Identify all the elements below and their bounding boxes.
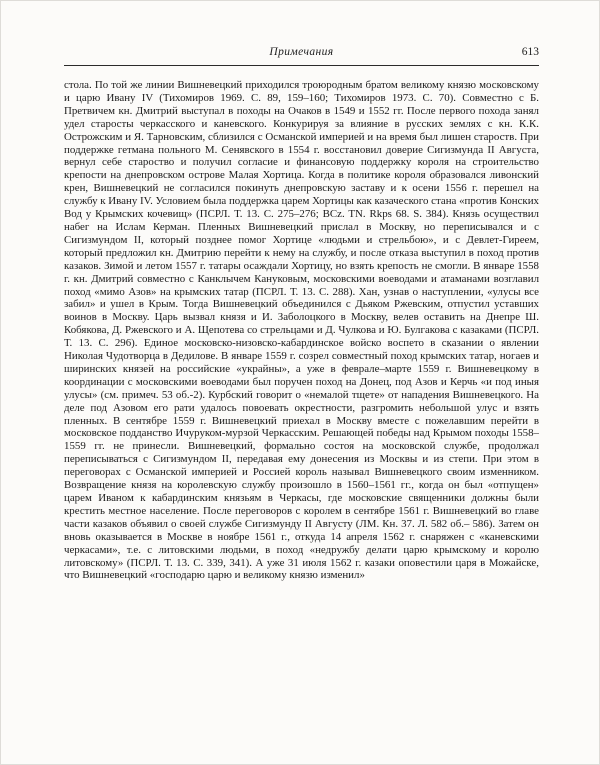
header-rule (64, 65, 539, 66)
page-header (64, 46, 539, 62)
page-number: 613 (521, 46, 539, 58)
running-title: Примечания (269, 46, 334, 58)
body-text: стола. По той же линии Вишневецкий приходился троюродным братом великому князю московскому и царю Ивану IV (Тихомиров 1969. С. 89, 159–160; Тихомиров 1973. С. 70). Совместно с Б. Претвичем кн. Дмитрий выступал в походы на Очаков в 1549 и 1552 гг. После первого похода занял удел старосты черкасского и каневского. Конкурируя за влияние в русских землях с кн. К.К. Острожским и Я. Тарновским, сблизился с Османской империей и на время был лишен староств. При поддержке гетмана польного М. Сенявского в 1554 г. восстановил доверие Сигизмунда II Августа, вернул себе староство и получил согласие и финансовую поддержку короля на строительство крепости на днепровском острове Малая Хортица. Когда в политике короля образовался ливонский крен, Вишневецкий не согласился покинуть днепровскую заставу и к осени 1556 г. перешел на службу к Ивану IV. Условием была поддержка царем Хортицы как казаческого стана «против Конских Вод у Крымских кочевищ» (ПСРЛ. Т. 13. С. 275–276; BCz. TN. Rkps 68. S. 384). Князь осуществил набег на Ислам Керман. Пленных Вишневецкий прислал в Москву, но переписывался и с Сигизмундом II, который позднее помог Хортице «людьми и стрельбою», и с Девлет-Гиреем, который предложил кн. Дмитрию перейти к нему на службу, и после отказа выступил в поход против казаков. Зимой и летом 1557 г. татары осаждали Хортицу, но взять крепость не смогли. В январе 1558 г. кн. Дмитрий совместно с Канклычем Кануковым, московскими воеводами и атаманами возглавил поход «мимо Азов» на крымских татар (ПСРЛ. Т. 13. С. 288). Хан, узнав о наступлении, «улусы все забил» и ушел в Крым. Тогда Вишневецкий объединился с Дьяком Ржевским, отпустил уставших воинов в Москву. Царь вызвал князя и И. Заболоцкого в Москву, велев оставить на Днепре Ш. Кобякова, Д. Ржевского и А. Щепотева со стрельцами и Д. Чулкова и Ю. Булгакова с казаками (ПСРЛ. Т. 13. С. 296). Единое московско-низовско-кабардинское войско воспето в сказании о явлении Николая Чудотворца в Дедилове. В январе 1559 г. созрел совместный поход крымских татар, ногаев и ширинских князей на российские «украйны», а уже в феврале–марте 1559 г. Вишневецкому в координации с московскими воеводами был поручен поход на Донец, под Азов и Керчь «и под иныя улусы» (см. примеч. 53 об.-2). Курбский говорит о «немалой тщете» от нападения Вишневецкого. На деле под Азовом его рати удалось повоевать окрестности, разгромить небольшой улус и взять пленных. В сентябре 1559 г. Вишневецкий приехал в Москву вместе с пожелавшим перейти в московское подданство Ичуруком-мурзой Черкасским. Решающей победы над Крымом походы 1558–1559 гг. не принесли. Вишневецкий, формально состоя на московской службе, продолжал переписываться с Сигизмундом II, передавая ему донесения из Москвы и из степи. При этом в переговорах с Османской империей и Россией король называл Вишневецкого своим изменником. Возвращение князя на королевскую службу произошло в 1560–1561 гг., когда он был «отпущен» царем Иваном к кабардинским князьям в Черкасы, где московские священники должны были крестить местное население. После переговоров с королем в сентябре 1561 г. Вишневецкий во главе части казаков объявил о своей службе Сигизмунду II Августу (ЛМ. Кн. 37. Л. 582 об.– 586). Затем он вновь оказывается в Москве в ноябре 1561 г., откуда 14 апреля 1562 г. снаряжен с «каневскими черкасами», т.е. с литовскими людьми, в поход «недружбу делати царю крымскому и королю литовскому» (ПСРЛ. Т. 13. С. 339, 341). А уже 31 июля 1562 г. казаки оповестили царя в Можайске, что Вишневецкий «господарю царю и великому князю изменил» (64, 79, 539, 582)
